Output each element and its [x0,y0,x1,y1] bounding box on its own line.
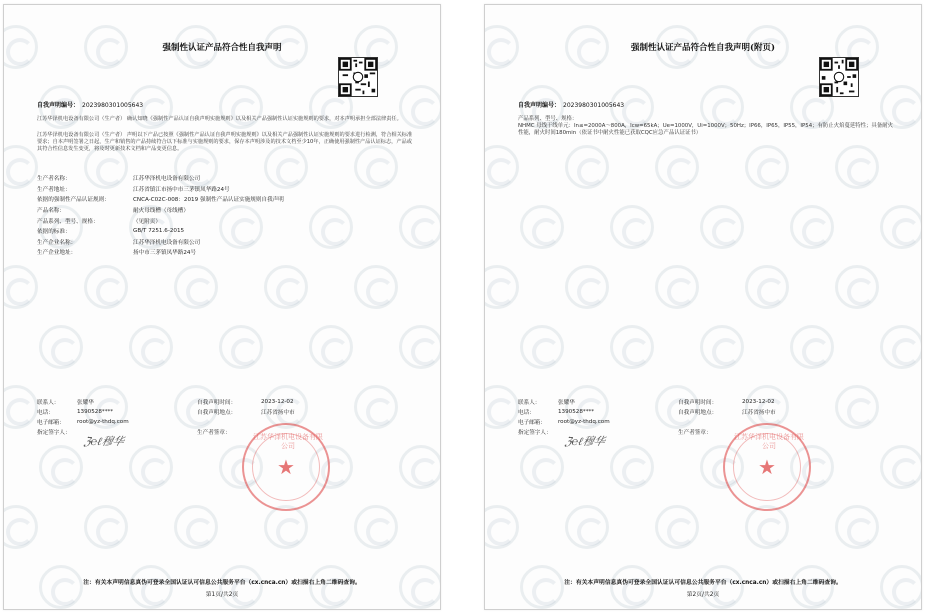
field-row-product-series [37,215,413,226]
ccc-watermark-icon [264,265,308,309]
declaration-page-2 [484,4,922,610]
product-series-label: 产品系列、型号、规格： [518,116,578,122]
ccc-watermark-icon [484,145,519,189]
ccc-watermark-icon [610,325,654,369]
field-row-producer-name [37,173,413,184]
ccc-watermark-icon [880,325,922,369]
declaration-number-label: 自我声明编号： [37,102,80,109]
ccc-watermark-icon [565,265,609,309]
contact-value: 张耀华 [77,400,94,406]
date-value: 2023-12-02 [742,399,775,405]
ccc-watermark-icon [880,565,922,609]
ccc-watermark-icon [219,325,263,369]
ccc-watermark-icon [880,205,922,249]
ccc-watermark-icon [3,385,38,429]
field-label: 产品系列、型号、规格： [37,218,99,225]
field-label: 依据的强制性产品认证规则： [37,197,110,204]
field-label: 生产企业地址： [37,250,77,257]
field-label: 产品名称： [37,208,65,215]
signer-label: 指定签字人： [518,430,552,436]
email-label: 电子邮箱： [518,420,546,426]
seal-text: 江苏华泽机电设备有限公司 [253,433,323,450]
ccc-watermark-icon [745,505,789,549]
place-label: 自我声明地点： [678,410,718,416]
seal-star-icon: ★ [277,455,295,479]
product-series-block [518,116,894,137]
ccc-watermark-icon [790,325,834,369]
producer-sign-label: 生产者签章： [197,430,231,436]
ccc-watermark-icon [520,565,564,609]
ccc-watermark-icon [39,445,83,489]
phone-label: 电话： [518,410,535,416]
contact-row [37,397,413,407]
contact-block [518,397,894,437]
ccc-watermark-icon [219,565,263,609]
ccc-watermark-icon [354,265,398,309]
ccc-watermark-icon [655,145,699,189]
ccc-watermark-icon [565,505,609,549]
ccc-watermark-icon [354,505,398,549]
ccc-watermark-icon [264,505,308,549]
ccc-watermark-icon [700,565,744,609]
ccc-watermark-icon [565,145,609,189]
field-row-manufacturer-address [37,247,413,258]
ccc-watermark-icon [129,565,173,609]
ccc-watermark-icon [484,385,519,429]
ccc-watermark-icon [484,505,519,549]
ccc-watermark-icon [835,145,879,189]
ccc-watermark-icon [484,265,519,309]
place-label: 自我声明地点： [197,410,237,416]
declaration-number-value: 2023980301005643 [563,102,625,109]
ccc-watermark-icon [3,265,38,309]
ccc-watermark-icon [790,565,834,609]
ccc-watermark-icon [610,565,654,609]
field-row-standard [37,226,413,237]
ccc-watermark-icon [745,145,789,189]
field-row-producer-address [37,184,413,195]
page-title: 强制性认证产品符合性自我声明 [162,43,282,53]
declaration-page-1 [3,4,441,610]
date-value: 2023-12-02 [261,399,294,405]
acknowledgement-paragraph: 江苏华泽机电设备有限公司（生产者） 确认知晓《强制性产品认证自我声明实施规则》以及相关产品强制性认证实施规则的要求，对本声明承担全部法律责任。 [37,116,402,122]
footer-note: 注：有关本声明信息真伪可登录全国认证认可信息公共服务平台（cx.cnca.cn）或扫描右上角二维码查询。 [83,580,361,586]
product-series-text: NHMC 母线干线单元：In≤=2000A～800A，Icw=65kA；Ue=1000V，Ui=1000V；50Hz；IP66，IP65，IP55，IP54；有防止火焰蔓延特性；具备耐火性能，耐火时间180min（依证书中耐火性能已获取CQC应急产品认证证书） [518,123,893,136]
phone-label: 电话： [37,410,54,416]
ccc-watermark-icon [3,505,38,549]
ccc-watermark-icon [655,265,699,309]
signer-label: 指定签字人： [37,430,71,436]
field-value: 扬中市三茅镇凤华路24号 [133,250,197,257]
field-value: 江苏省镇江市扬中市三茅镇凤华路24号 [133,186,230,193]
qr-code-graphic [820,58,858,96]
ccc-watermark-icon [520,205,564,249]
ccc-watermark-icon [129,445,173,489]
ccc-watermark-icon [84,505,128,549]
date-label: 自我声明时间： [197,400,237,406]
phone-value: 1390528**** [558,409,595,415]
ccc-watermark-icon [309,325,353,369]
ccc-watermark-icon [174,265,218,309]
ccc-watermark-icon [399,445,441,489]
ccc-watermark-icon [39,565,83,609]
ccc-watermark-icon [174,505,218,549]
declaration-number [37,100,143,109]
declaration-paragraph: 江苏华泽机电设备有限公司（生产者） 声明以下产品已按照《强制性产品认证自我声明实施规则》以及相关产品强制性认证实施规则的要求进行检测，符合相关标准要求；自本声明签署之日起，生产和销售的产品持续符合以下标准与实施规则的要求，保存本声明涉及的技术文档至少10年，正确使用强制性产品认证标志，产品或其符合性信息发生变更，将及时更新技术文档和产品变更信息。 [37,132,413,152]
place-value: 江苏省扬中市 [742,410,776,416]
ccc-watermark-icon [700,325,744,369]
field-value: 江苏华泽机电设备有限公司 [133,176,201,183]
page-title: 强制性认证产品符合性自我声明(附页) [630,43,776,53]
ccc-watermark-icon [520,445,564,489]
contact-value: 张耀华 [558,400,575,406]
place-value: 江苏省扬中市 [261,410,295,416]
seal-text: 江苏华泽机电设备有限公司 [734,433,804,450]
ccc-watermark-icon [835,265,879,309]
company-seal-icon [723,423,811,511]
qr-code-graphic [339,58,377,96]
company-seal-icon [242,423,330,511]
seal-star-icon: ★ [758,455,776,479]
contact-block [37,397,413,437]
handwritten-signature: ℨ℮ℓ穆华 [563,435,607,448]
ccc-watermark-icon [520,325,564,369]
ccc-watermark-icon [700,205,744,249]
contact-label: 联系人： [518,400,541,406]
date-label: 自我声明时间： [678,400,718,406]
field-row-product-name [37,205,413,216]
ccc-watermark-icon [610,205,654,249]
field-label: 依据的标准： [37,229,71,236]
qr-code-icon[interactable] [338,57,378,97]
declaration-number-label: 自我声明编号： [518,102,561,109]
ccc-watermark-icon [39,325,83,369]
email-value[interactable]: root@yz-thdq.com [558,419,610,425]
email-row [37,417,413,427]
email-row [518,417,894,427]
contact-label: 联系人： [37,400,60,406]
field-value: 耐火母线槽（母线槽） [133,208,189,215]
field-value: （见附页） [133,218,161,225]
phone-row [518,407,894,417]
ccc-watermark-icon [880,445,922,489]
declaration-number-value: 2023980301005643 [82,102,144,109]
ccc-watermark-icon [655,505,699,549]
field-value: GB/T 7251.6-2015 [133,228,185,235]
ccc-watermark-icon [3,145,38,189]
ccc-watermark-icon [610,445,654,489]
field-label: 生产者地址： [37,186,71,193]
handwritten-signature: ℨ℮ℓ穆华 [82,435,126,448]
field-label: 生产者名称： [37,176,71,183]
field-value: CNCA-C02C-008：2019 强制性产品认证实施规则自我声明 [133,197,284,204]
declaration-number [518,100,624,109]
phone-value: 1390528**** [77,409,114,415]
field-value: 江苏华泽机电设备有限公司 [133,239,201,246]
ccc-watermark-icon [835,505,879,549]
ccc-watermark-icon [309,565,353,609]
footer-note: 注：有关本声明信息真伪可登录全国认证认可信息公共服务平台（cx.cnca.cn）或扫描右上角二维码查询。 [564,580,842,586]
field-row-cert-rule [37,194,413,205]
ccc-watermark-icon [399,565,441,609]
ccc-watermark-icon [745,265,789,309]
phone-row [37,407,413,417]
email-label: 电子邮箱： [37,420,65,426]
field-row-manufacturer-name [37,237,413,248]
page-number: 第1页/共2页 [205,592,239,598]
ccc-watermark-icon [399,325,441,369]
field-label: 生产企业名称： [37,239,77,246]
page-number: 第2页/共2页 [686,592,720,598]
product-info-fields [37,173,413,258]
ccc-watermark-icon [84,265,128,309]
ccc-watermark-icon [129,325,173,369]
producer-sign-label: 生产者签章： [678,430,712,436]
email-value[interactable]: root@yz-thdq.com [77,419,129,425]
qr-code-icon[interactable] [819,57,859,97]
ccc-watermark-icon [790,205,834,249]
contact-row [518,397,894,407]
